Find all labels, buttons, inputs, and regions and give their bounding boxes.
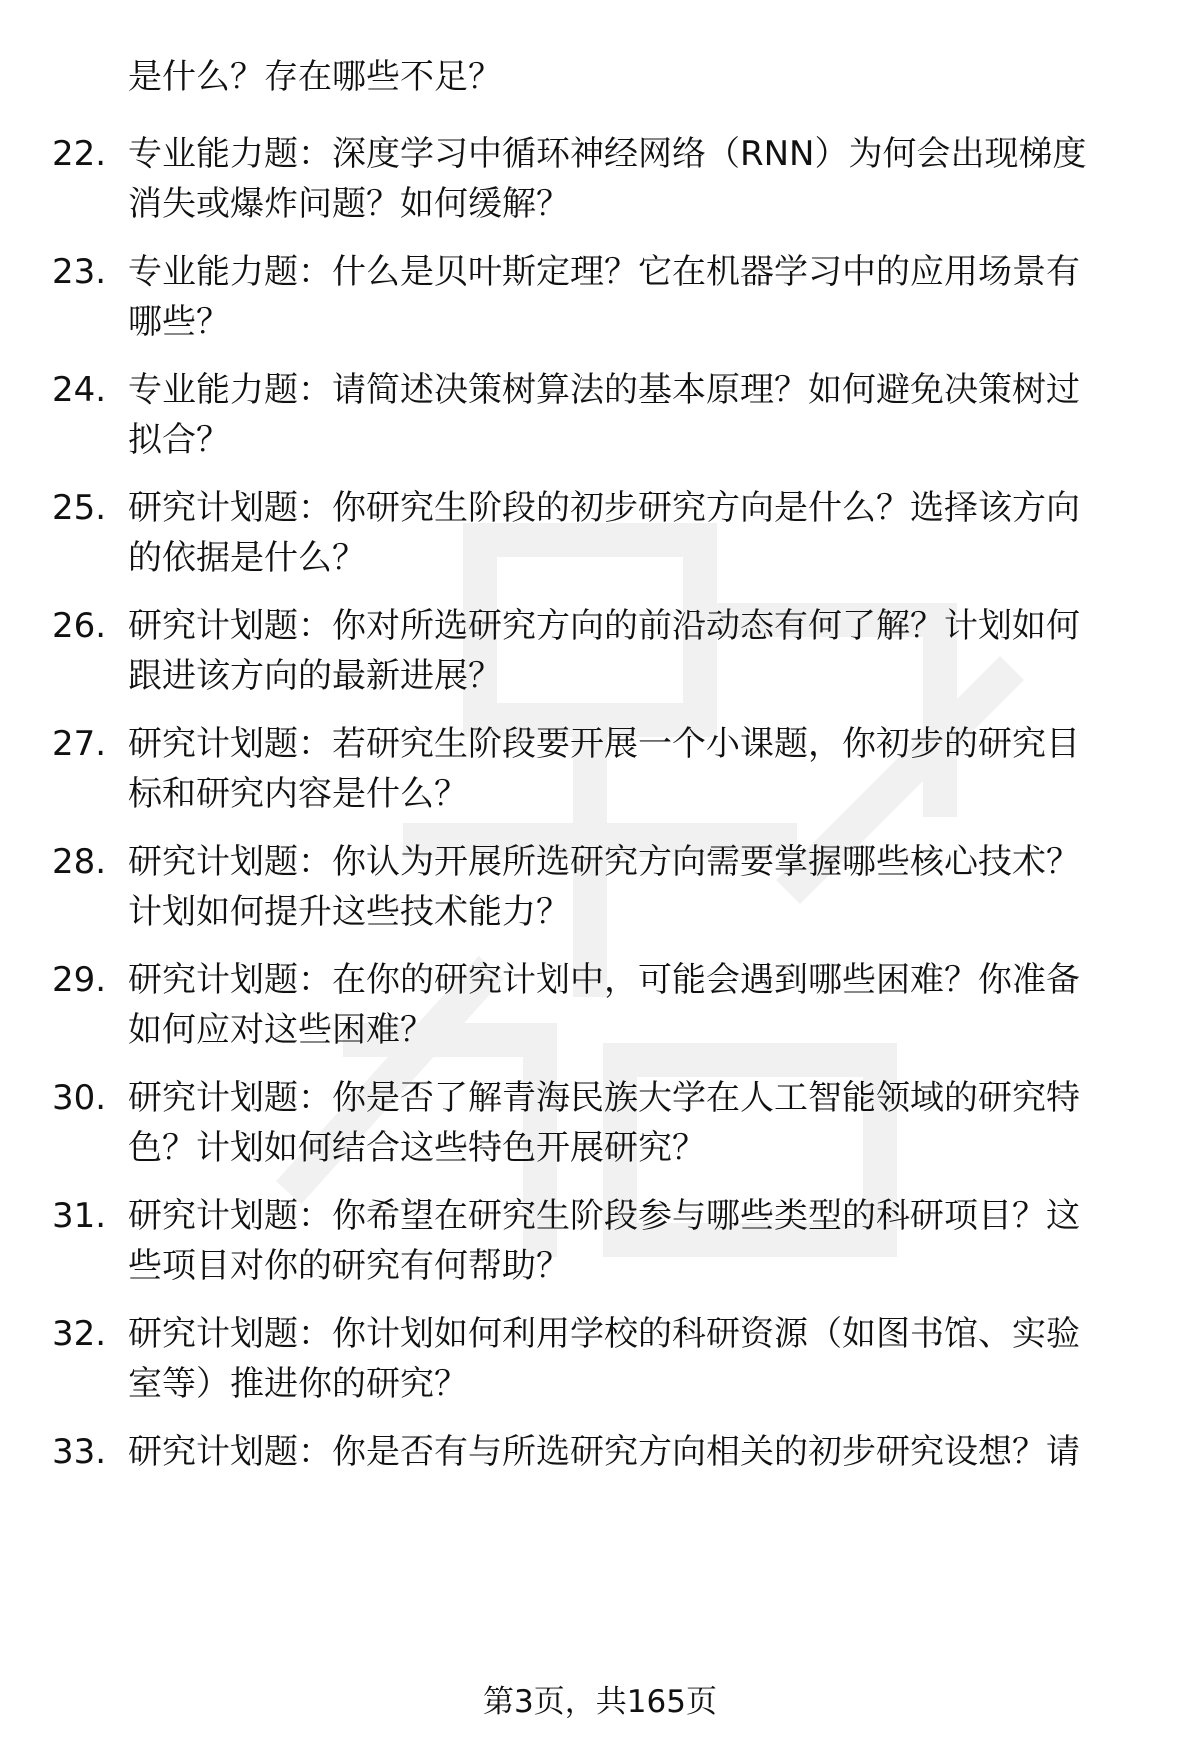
item-number: 23.	[52, 252, 107, 292]
item-text-line: 计划如何提升这些技术能力？	[128, 892, 570, 932]
item-text-line: 拟合？	[128, 420, 230, 460]
item-number: 25.	[52, 488, 107, 528]
item-text-line: 室等）推进你的研究？	[128, 1364, 468, 1404]
list-item	[0, 365, 1200, 475]
item-text-line: 色？计划如何结合这些特色开展研究？	[128, 1128, 706, 1168]
item-text-line: 消失或爆炸问题？如何缓解？	[128, 184, 570, 224]
item-text-line: 研究计划题：你是否了解青海民族大学在人工智能领域的研究特	[128, 1078, 1080, 1118]
item-number: 32.	[52, 1314, 107, 1354]
list-item	[0, 955, 1200, 1065]
item-number: 33.	[52, 1432, 107, 1472]
item-number: 29.	[52, 960, 107, 1000]
item-text-line: 的依据是什么？	[128, 538, 366, 578]
item-text-line: 专业能力题：什么是贝叶斯定理？它在机器学习中的应用场景有	[128, 252, 1080, 292]
item-number: 24.	[52, 370, 107, 410]
item-text-line: 研究计划题：你对所选研究方向的前沿动态有何了解？计划如何	[128, 606, 1080, 646]
list-item	[0, 719, 1200, 829]
continuation-line: 是什么？存在哪些不足？	[128, 57, 502, 97]
item-number: 26.	[52, 606, 107, 646]
list-item	[0, 1073, 1200, 1183]
item-number: 30.	[52, 1078, 107, 1118]
item-number: 31.	[52, 1196, 107, 1236]
item-text-line: 研究计划题：你认为开展所选研究方向需要掌握哪些核心技术？	[128, 842, 1080, 882]
item-text-line: 些项目对你的研究有何帮助？	[128, 1246, 570, 1286]
item-text-line: 跟进该方向的最新进展？	[128, 656, 502, 696]
item-text-line: 研究计划题：你研究生阶段的初步研究方向是什么？选择该方向	[128, 488, 1080, 528]
page-footer: 第3页，共165页	[483, 1684, 717, 1720]
list-item	[0, 483, 1200, 593]
item-text-line: 专业能力题：深度学习中循环神经网络（RNN）为何会出现梯度	[128, 134, 1087, 174]
list-item	[0, 1309, 1200, 1419]
list-item	[0, 601, 1200, 711]
item-text-line: 研究计划题：在你的研究计划中，可能会遇到哪些困难？你准备	[128, 960, 1080, 1000]
list-item	[0, 1191, 1200, 1301]
list-item	[0, 129, 1200, 239]
item-text-line: 研究计划题：你计划如何利用学校的科研资源（如图书馆、实验	[128, 1314, 1080, 1354]
item-text-line: 研究计划题：你是否有与所选研究方向相关的初步研究设想？请	[128, 1432, 1080, 1472]
item-text-line: 如何应对这些困难？	[128, 1010, 434, 1050]
item-number: 27.	[52, 724, 107, 764]
list-item	[0, 247, 1200, 357]
list-item	[0, 1427, 1200, 1537]
item-text-line: 专业能力题：请简述决策树算法的基本原理？如何避免决策树过	[128, 370, 1080, 410]
item-text-line: 标和研究内容是什么？	[128, 774, 468, 814]
item-text-line: 研究计划题：若研究生阶段要开展一个小课题，你初步的研究目	[128, 724, 1080, 764]
list-item	[0, 837, 1200, 947]
item-number: 22.	[52, 134, 107, 174]
item-number: 28.	[52, 842, 107, 882]
item-text-line: 哪些？	[128, 302, 230, 342]
item-text-line: 研究计划题：你希望在研究生阶段参与哪些类型的科研项目？这	[128, 1196, 1080, 1236]
